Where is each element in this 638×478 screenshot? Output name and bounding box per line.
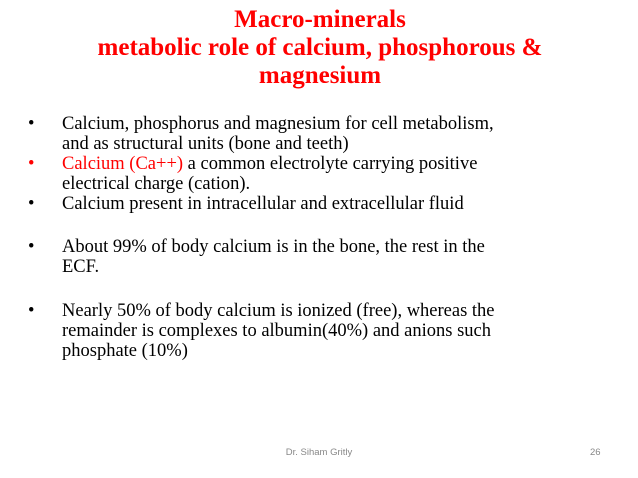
bullet-item-5 — [28, 301, 618, 361]
footer-author: Dr. Siham Gritly — [285, 447, 353, 458]
bullet-5-line-3: phosphate (10%) — [62, 341, 188, 361]
bullet-5-line-1: Nearly 50% of body calcium is ionized (free), whereas the — [62, 301, 495, 321]
bullet-marker: • — [28, 237, 35, 257]
bullet-2-line-1 — [62, 154, 618, 174]
bullet-4-line-1: About 99% of body calcium is in the bone, the rest in the — [62, 237, 485, 257]
bullet-2-line-1-rest: a common electrolyte carrying positive — [183, 154, 478, 174]
title-line-1: Macro-minerals — [234, 6, 406, 33]
bullet-4-line-2: ECF. — [62, 257, 100, 277]
page-number: 26 — [590, 447, 601, 458]
bullet-marker: • — [28, 301, 35, 321]
bullet-item-4 — [28, 237, 618, 277]
bullet-list — [28, 114, 618, 361]
bullet-3-line-1: Calcium present in intracellular and extracellular fluid — [62, 194, 464, 214]
title-line-2: metabolic role of calcium, phosphorous & — [97, 34, 543, 61]
bullet-marker: • — [28, 154, 35, 174]
bullet-1-line-1: Calcium, phosphorus and magnesium for cell metabolism, — [62, 114, 494, 134]
slide-title — [40, 6, 600, 90]
bullet-5-line-2: remainder is complexes to albumin(40%) and anions such — [62, 321, 491, 341]
calcium-highlight: Calcium (Ca++) — [62, 154, 184, 174]
bullet-item-3 — [28, 194, 618, 214]
bullet-item-2 — [28, 154, 618, 194]
bullet-item-1 — [28, 114, 618, 154]
bullet-1-line-2: and as structural units (bone and teeth) — [62, 134, 349, 154]
title-line-3: magnesium — [258, 62, 382, 89]
bullet-2-line-2: electrical charge (cation). — [62, 174, 251, 194]
bullet-marker: • — [28, 114, 35, 134]
bullet-marker: • — [28, 194, 35, 214]
